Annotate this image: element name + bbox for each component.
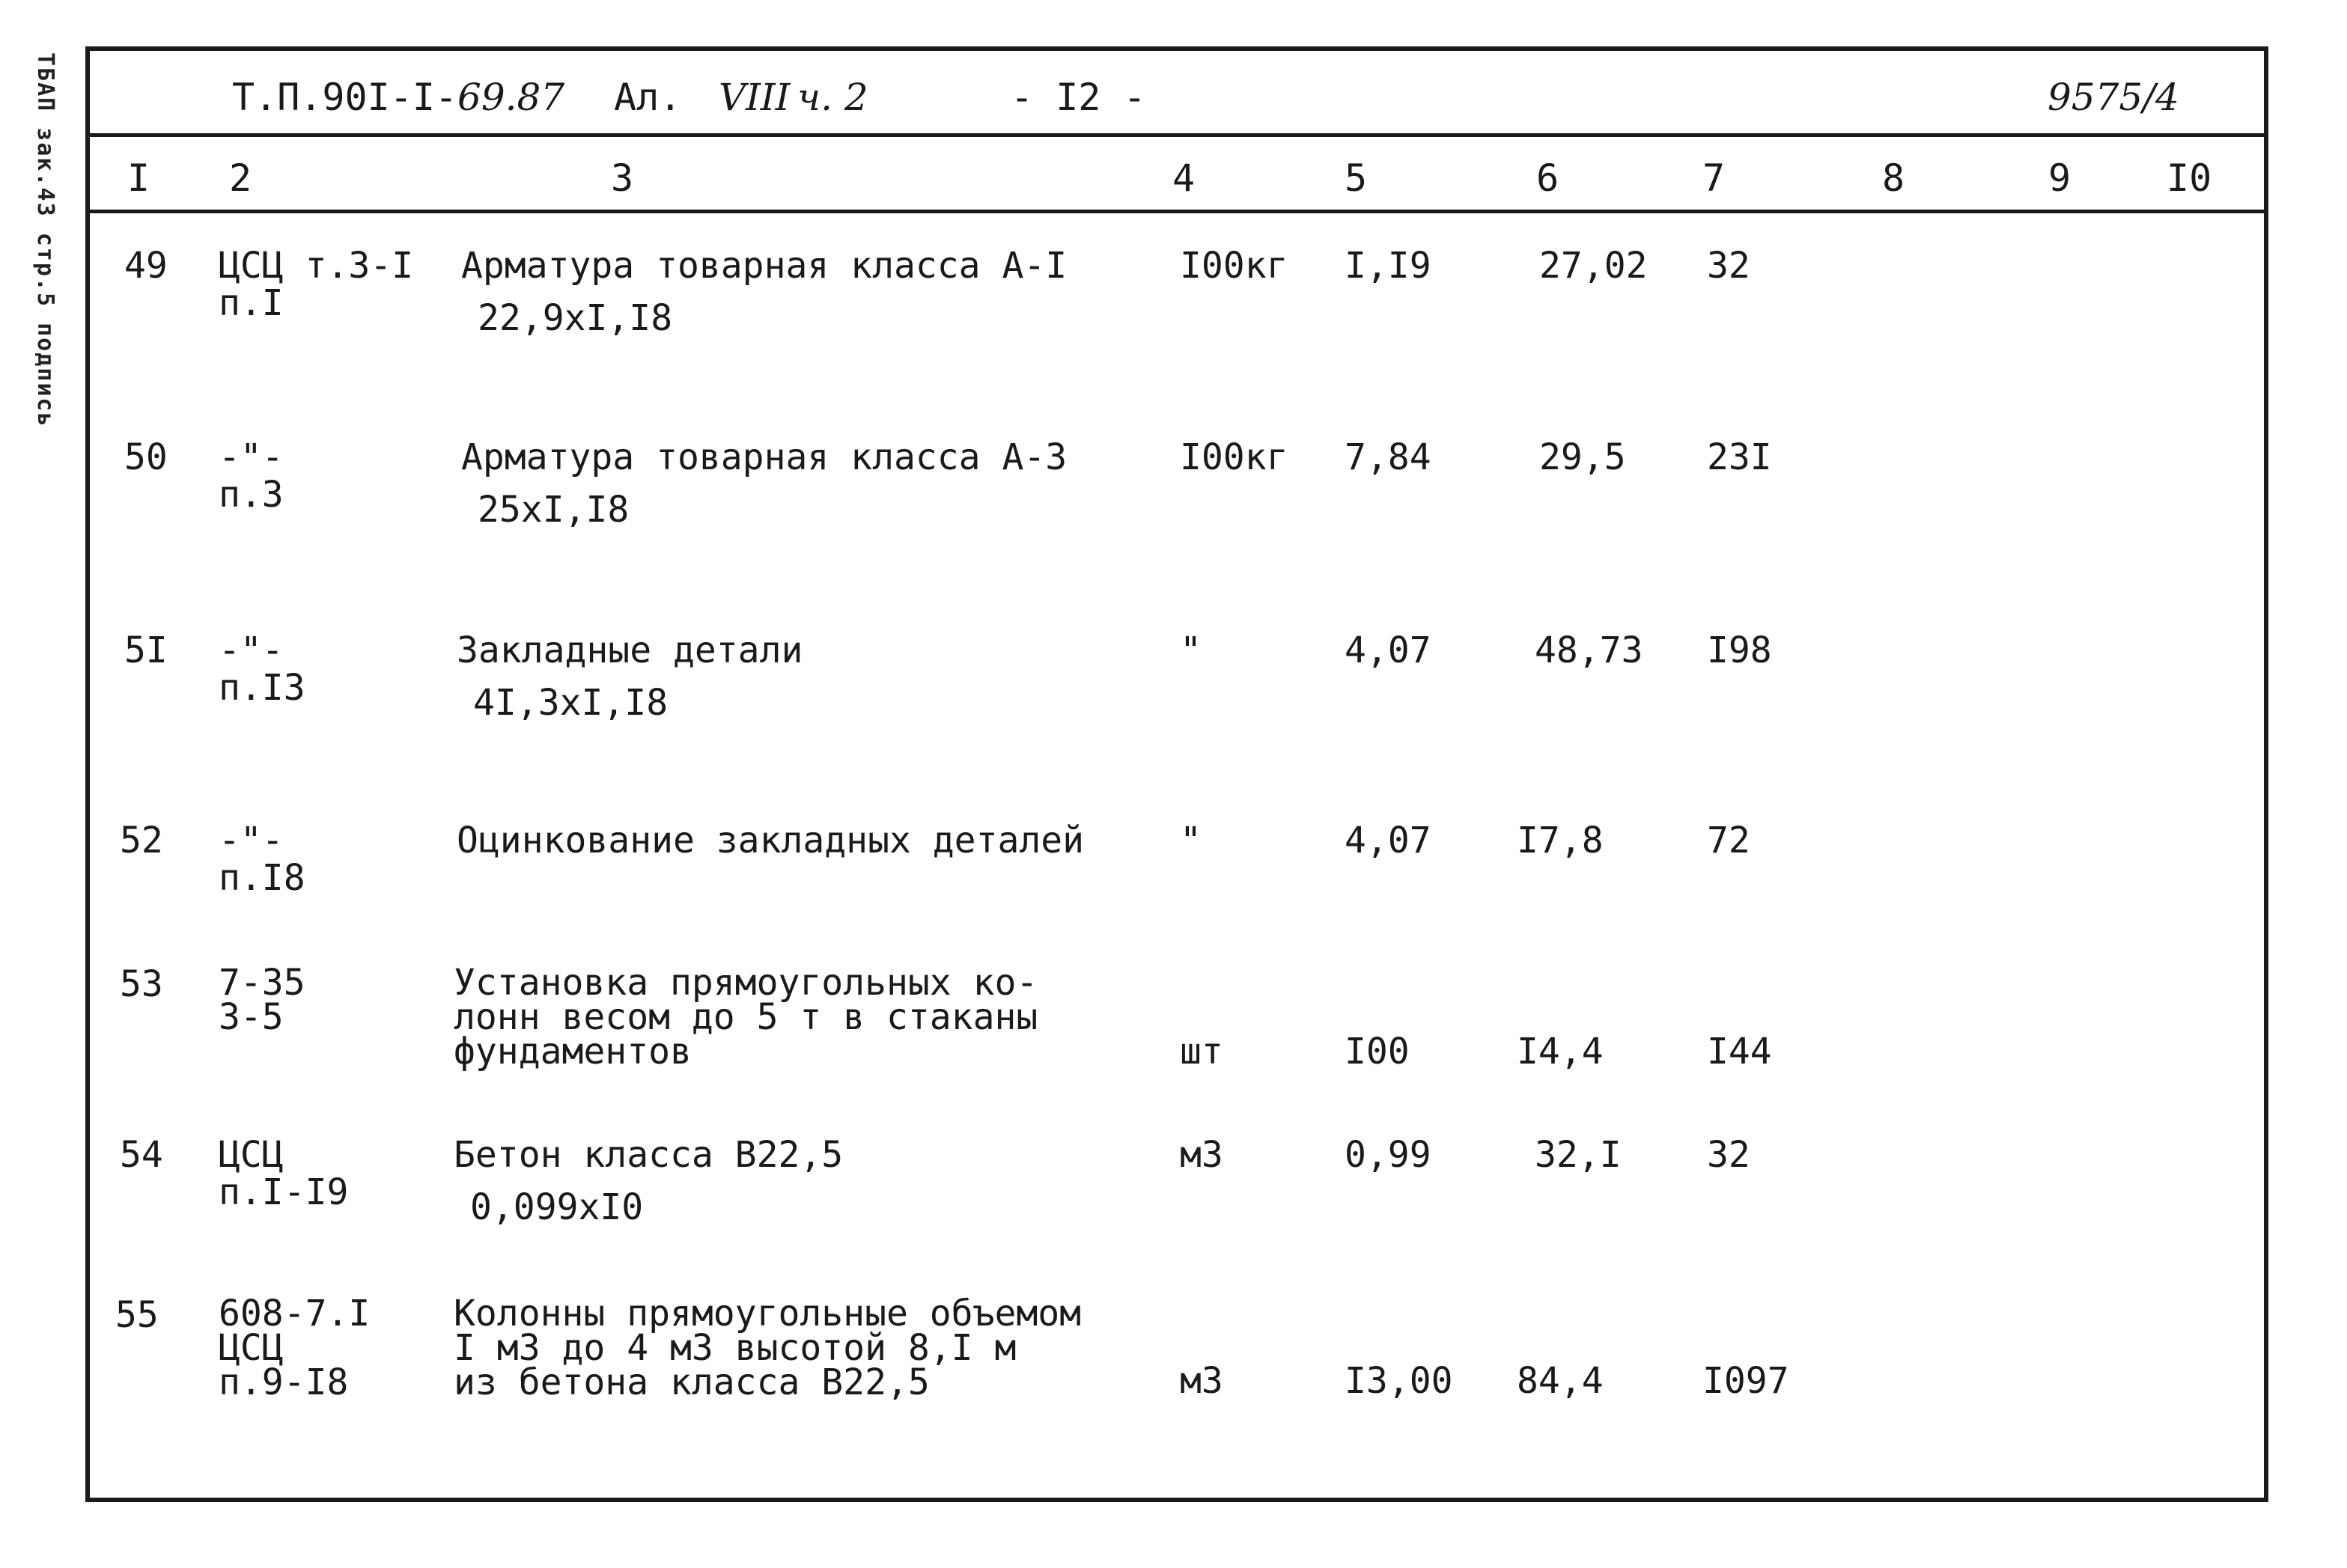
row-price: 29,5	[1539, 436, 1626, 478]
column-header: 7	[1702, 156, 1726, 200]
row-number: 5I	[124, 629, 168, 671]
column-header: 6	[1536, 156, 1559, 200]
page-number: - I2 -	[1011, 76, 1146, 119]
column-header: 3	[611, 156, 634, 200]
row-price: I7,8	[1517, 820, 1604, 861]
row-name: Закладные детали	[457, 629, 803, 671]
row-unit: I00кг	[1180, 245, 1288, 287]
row-quantity: 7,84	[1345, 436, 1431, 478]
row-total: 32	[1707, 245, 1750, 287]
row-name: Арматура товарная класса А-I	[461, 245, 1068, 287]
row-quantity: I00	[1345, 1031, 1410, 1073]
row-unit: "	[1180, 629, 1202, 671]
row-calculation: 0,099хI0	[470, 1186, 644, 1228]
row-unit: шт	[1180, 1031, 1223, 1073]
row-code: ЦСЦ п.I-I9	[219, 1134, 349, 1213]
doc-code-print: Т.П.90I-I-	[232, 76, 458, 119]
row-name: Арматура товарная класса А-3	[461, 436, 1068, 478]
row-number: 54	[120, 1134, 163, 1176]
doc-code	[232, 67, 564, 127]
row-number: 55	[115, 1294, 159, 1336]
row-calculation: 25хI,I8	[478, 489, 630, 531]
column-header: I	[127, 156, 150, 200]
row-code: 7-35 3-5	[219, 962, 305, 1038]
column-header-rule	[90, 210, 2264, 213]
row-quantity: 4,07	[1345, 820, 1431, 861]
album-part: ч. 2	[797, 76, 868, 119]
album-number: VIII	[719, 76, 791, 119]
column-header: I0	[2167, 156, 2212, 200]
row-unit: м3	[1180, 1360, 1223, 1402]
row-number: 52	[120, 820, 163, 861]
row-number: 53	[120, 963, 163, 1005]
row-unit: "	[1180, 820, 1202, 861]
row-total: 32	[1707, 1134, 1750, 1176]
row-number: 49	[124, 245, 168, 287]
document-number: 9575/4	[2048, 76, 2179, 119]
row-price: 32,I	[1535, 1134, 1622, 1176]
doc-code-hand: 69.87	[457, 76, 565, 119]
row-price: 84,4	[1517, 1360, 1604, 1402]
side-stamp: ТБАП зак.43 стр.5 подпись	[32, 52, 58, 428]
row-name: Установка прямоугольных ко- лонн весом до 5 т в стаканы фундаментов	[454, 962, 1038, 1073]
row-quantity: I3,00	[1345, 1360, 1453, 1402]
row-total: I097	[1702, 1360, 1789, 1402]
row-code: ЦСЦ т.3-I п.I	[219, 245, 414, 324]
row-name: Колонны прямоугольные объемом I м3 до 4 м3 высотой 8,I м из бетона класса В22,5	[454, 1293, 1082, 1403]
row-number: 50	[124, 436, 168, 478]
album-label: Ал.	[614, 76, 682, 119]
row-price: 48,73	[1535, 629, 1643, 671]
row-code: 608-7.I ЦСЦ п.9-I8	[219, 1293, 371, 1403]
row-total: 72	[1707, 820, 1750, 861]
row-unit: м3	[1180, 1134, 1223, 1176]
column-header: 9	[2048, 156, 2071, 200]
row-calculation: 22,9хI,I8	[478, 297, 673, 339]
row-name: Бетон класса В22,5	[454, 1134, 844, 1176]
row-total: 23I	[1707, 436, 1772, 478]
row-price: I4,4	[1517, 1031, 1604, 1073]
row-code: -"- п.I8	[219, 820, 305, 899]
row-quantity: 0,99	[1345, 1134, 1431, 1176]
column-header: 4	[1172, 156, 1196, 200]
header-rule	[90, 133, 2264, 137]
column-header: 5	[1345, 156, 1368, 200]
row-calculation: 4I,3хI,I8	[473, 682, 669, 724]
column-header: 8	[1882, 156, 1905, 200]
row-unit: I00кг	[1180, 436, 1288, 478]
row-code: -"- п.3	[219, 436, 284, 516]
row-quantity: I,I9	[1345, 245, 1431, 287]
row-price: 27,02	[1539, 245, 1648, 287]
row-total: I98	[1707, 629, 1772, 671]
column-header: 2	[229, 156, 252, 200]
row-code: -"- п.I3	[219, 629, 305, 709]
row-quantity: 4,07	[1345, 629, 1431, 671]
row-name: Оцинкование закладных деталей	[457, 820, 1085, 861]
estimate-sheet	[85, 46, 2268, 1502]
row-total: I44	[1707, 1031, 1772, 1073]
